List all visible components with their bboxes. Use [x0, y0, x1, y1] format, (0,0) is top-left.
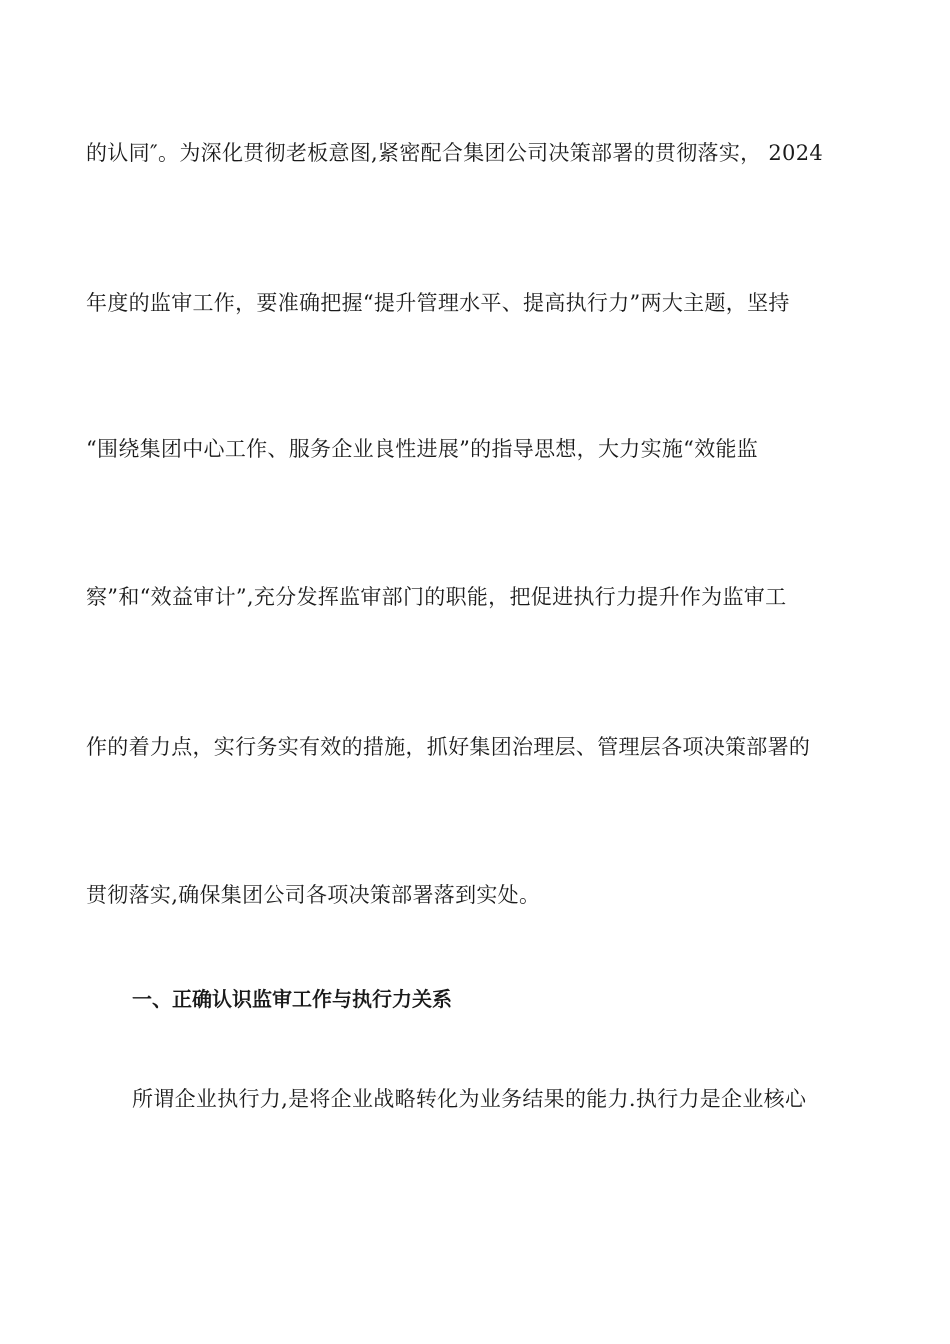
- body-text-line: 作的着力点，实行务实有效的措施，抓好集团治理层、管理层各项决策部署的: [86, 735, 811, 759]
- body-text-line: “围绕集团中心工作、服务企业良性进展”的指导思想，大力实施“效能监: [86, 437, 759, 461]
- body-text-line: 察”和“效益审计”,充分发挥监审部门的职能，把促进执行力提升作为监审工: [86, 585, 787, 609]
- section-heading: 一、正确认识监审工作与执行力关系: [132, 987, 452, 1011]
- body-text-line: 年度的监审工作，要准确把握“提升管理水平、提高执行力”两大主题，坚持: [86, 291, 790, 315]
- section-paragraph-line: 所谓企业执行力,是将企业战略转化为业务结果的能力.执行力是企业核心: [132, 1087, 807, 1111]
- body-text-line: 贯彻落实,确保集团公司各项决策部署落到实处。: [86, 883, 541, 907]
- body-text-line: 的认同″。为深化贯彻老板意图,紧密配合集团公司决策部署的贯彻落实， 2024: [86, 141, 824, 165]
